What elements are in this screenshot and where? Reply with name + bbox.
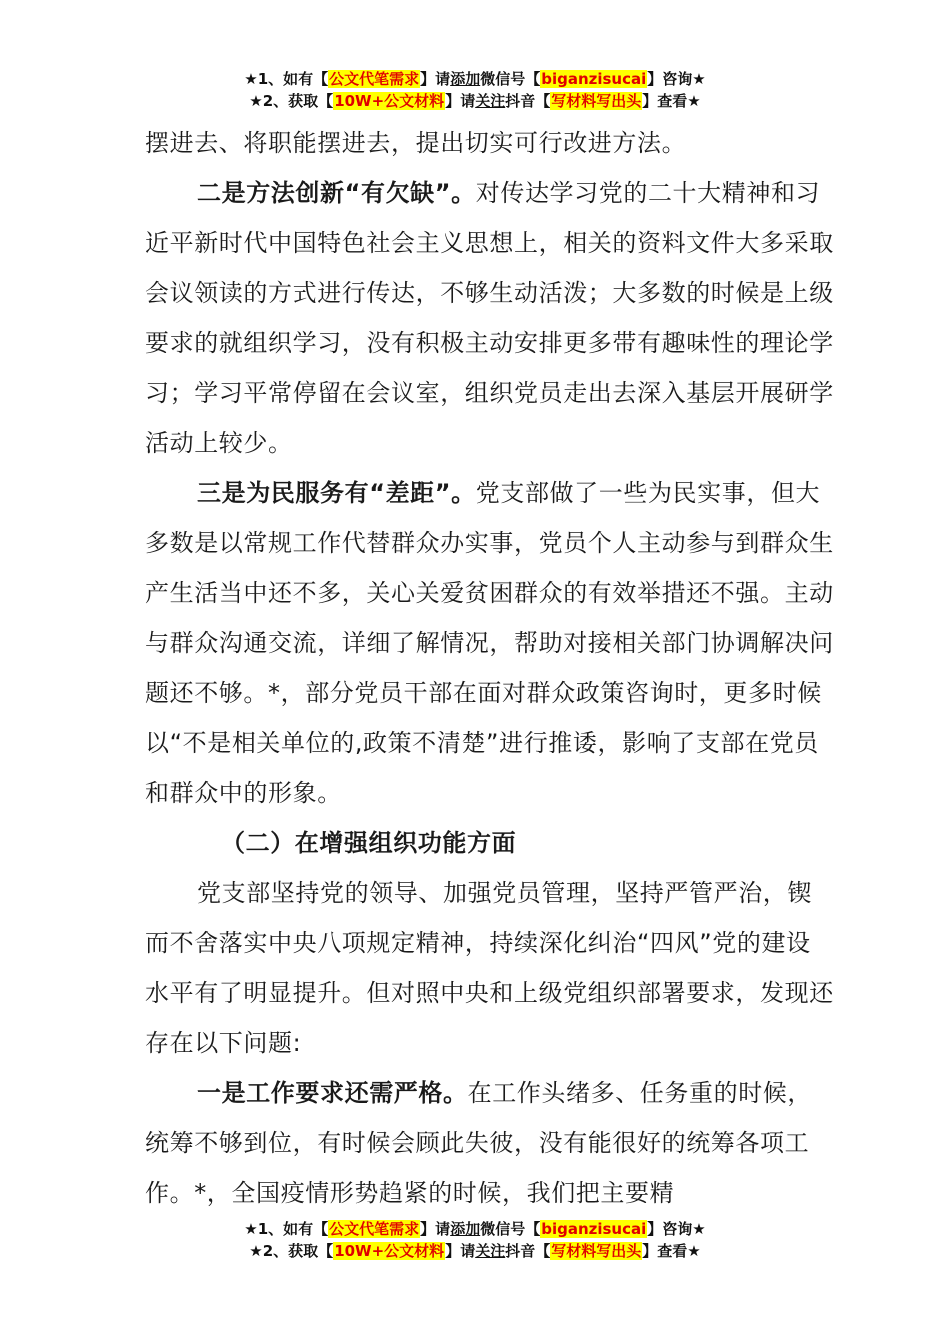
banner-text: 抖音【 [505, 1242, 551, 1260]
paragraph-lead: 二是方法创新“有欠缺”。 [197, 179, 476, 207]
paragraph-lead: 三是为民服务有“差距”。 [197, 479, 476, 507]
paragraph-text: 对传达学习党的二十大精神和习近平新时代中国特色社会主义思想上，相关的资料文件大多采取会议领读的方式进行传达，不够生动活泼；大多数的时候是上级要求的就组织学习，没有积极主动安排更多带有趣味性的理论学习；学习平常停留在会议室，组织党员走出去深入基层开展研学活动上较少。 [145, 179, 834, 457]
banner-text: ★2、获取【 [249, 1242, 334, 1260]
banner-highlight: 公文代笔需求 [329, 1220, 420, 1238]
banner-text: 抖音【 [505, 92, 551, 110]
banner-underlined: 关注 [475, 1242, 506, 1260]
banner-text: ★2、获取【 [249, 92, 334, 110]
banner-highlight: 10W+公文材料 [334, 92, 445, 110]
paragraph-text: 党支部做了一些为民实事，但大多数是以常规工作代替群众办实事，党员个人主动参与到群众生产生活当中还不多，关心关爱贫困群众的有效举措还不强。主动与群众沟通交流，详细了解情况，帮助对接相关部门协调解决问题还不够。*，部分党员干部在面对群众政策咨询时，更多时候以“不是相关单位的,政策不清楚”进行推诿，影响了支部在党员和群众中的形象。 [145, 479, 834, 807]
banner-text: 】咨询★ [647, 1220, 706, 1238]
paragraph-organization: 党支部坚持党的领导、加强党员管理，坚持严管严治，锲而不舍落实中央八项规定精神，持续深化纠治“四风”党的建设水平有了明显提升。但对照中央和上级党组织部署要求，发现还存在以下问题: [145, 879, 834, 1057]
banner-text: ★1、如有【 [244, 70, 329, 88]
banner-text: ★1、如有【 [244, 1220, 329, 1238]
header-banner [0, 68, 950, 112]
banner-text: 】查看★ [642, 1242, 701, 1260]
banner-text: 微信号【 [480, 70, 541, 88]
paragraph-method-innovation [145, 168, 835, 468]
banner-underlined: 添加 [450, 1220, 481, 1238]
banner-text: 微信号【 [480, 1220, 541, 1238]
banner-text: 】请 [445, 1242, 476, 1260]
paragraph-lead: 一是工作要求还需严格。 [197, 1079, 468, 1107]
banner-highlight: 写材料写出头 [551, 1242, 642, 1260]
section-heading: （二）在增强组织功能方面 [221, 829, 517, 857]
banner-highlight: biganzisucai [541, 70, 647, 88]
footer-banner [0, 1218, 950, 1262]
banner-highlight: biganzisucai [541, 1220, 647, 1238]
banner-text: 】请 [420, 70, 451, 88]
banner-highlight: 10W+公文材料 [334, 1242, 445, 1260]
paragraph-serve-people [145, 468, 835, 818]
document-body [145, 118, 835, 1218]
banner-text: 】请 [420, 1220, 451, 1238]
banner-underlined: 关注 [475, 92, 506, 110]
paragraph-text: 在工作头绪多、任务重的时候，统筹不够到位，有时候会顾此失彼，没有能很好的统筹各项工作。*，全国疫情形势趋紧的时候，我们把主要精 [145, 1079, 813, 1207]
banner-underlined: 添加 [450, 70, 481, 88]
banner-line-2 [0, 1240, 950, 1262]
banner-highlight: 写材料写出头 [551, 92, 642, 110]
banner-text: 】咨询★ [647, 70, 706, 88]
paragraph-continuation: 摆进去、将职能摆进去，提出切实可行改进方法。 [145, 129, 687, 157]
banner-line-2 [0, 90, 950, 112]
banner-line-1 [0, 68, 950, 90]
banner-text: 】请 [445, 92, 476, 110]
paragraph-work-requirements [145, 1068, 835, 1218]
banner-highlight: 公文代笔需求 [329, 70, 420, 88]
banner-text: 】查看★ [642, 92, 701, 110]
banner-line-1 [0, 1218, 950, 1240]
